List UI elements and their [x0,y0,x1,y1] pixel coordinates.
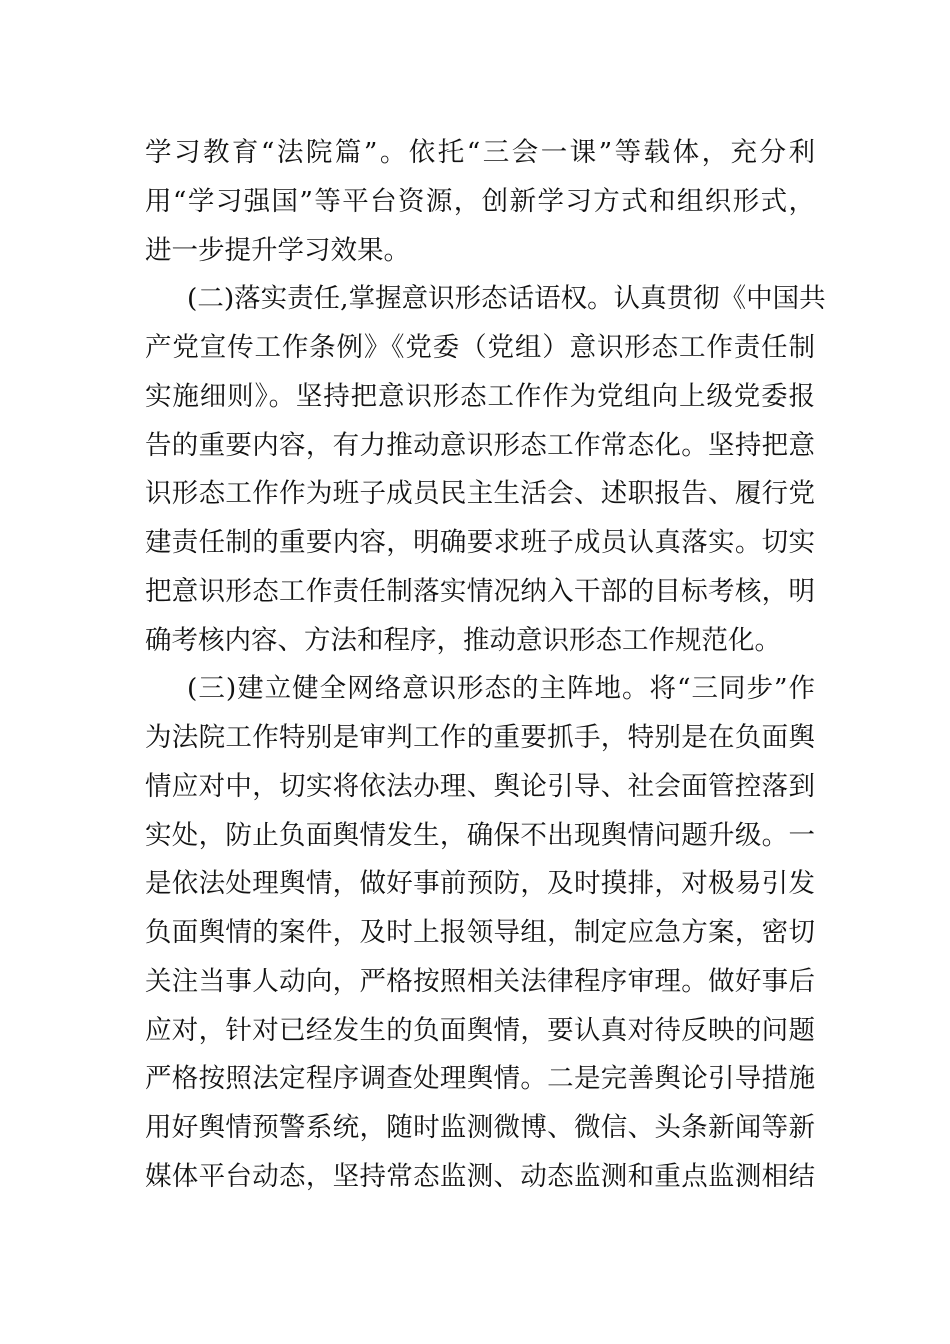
paragraph-3-line-9: 严格按照法定程序调查处理舆情。二是完善舆论引导措施 [145,1063,815,1095]
paragraph-2-line-4: 告的重要内容，有力推动意识形态工作常态化。坚持把意 [145,429,815,461]
paragraph-3-line-2: 为法院工作特别是审判工作的重要抓手，特别是在负面舆 [145,722,815,753]
paragraph-3-line-1: (三)建立健全网络意识形态的主阵地。将“三同步”作 [187,673,815,705]
paragraph-1-line-1: 学习教育“法院篇”。依托“三会一课”等载体，充分利 [145,137,815,168]
paragraph-3-line-5: 是依法处理舆情，做好事前预防，及时摸排，对极易引发 [145,868,815,900]
paragraph-1-line-2: 用“学习强国”等平台资源，创新学习方式和组织形式， [145,185,815,217]
paragraph-3-line-10: 用好舆情预警系统，随时监测微博、微信、头条新闻等新 [145,1112,815,1143]
paragraph-2-line-2: 产党宣传工作条例》《党委（党组）意识形态工作责任制 [145,332,815,363]
paragraph-3-line-3: 情应对中，切实将依法办理、舆论引导、社会面管控落到 [145,770,815,802]
paragraph-1-line-3: 进一步提升学习效果。 [145,234,410,266]
paragraph-2-line-3: 实施细则》。坚持把意识形态工作作为党组向上级党委报 [145,380,815,412]
document-body [145,129,826,1202]
paragraph-3-line-7: 关注当事人动向，严格按照相关法律程序审理。做好事后 [145,965,815,997]
paragraph-2-line-6: 建责任制的重要内容，明确要求班子成员认真落实。切实 [145,527,815,558]
paragraph-2-line-7: 把意识形态工作责任制落实情况纳入干部的目标考核，明 [145,575,815,607]
paragraph-3-line-6: 负面舆情的案件，及时上报领导组，制定应急方案，密切 [145,917,815,948]
paragraph-3-line-8: 应对，针对已经发生的负面舆情，要认真对待反映的问题 [145,1014,815,1046]
paragraph-2-line-5: 识形态工作作为班子成员民主生活会、述职报告、履行党 [145,478,815,510]
paragraph-3-line-11: 媒体平台动态，坚持常态监测、动态监测和重点监测相结 [145,1160,815,1192]
paragraph-3-line-4: 实处，防止负面舆情发生，确保不出现舆情问题升级。一 [145,819,815,851]
paragraph-2-line-1: (二)落实责任,掌握意识形态话语权。认真贯彻《中国共 [187,283,826,315]
paragraph-2-line-8: 确考核内容、方法和程序，推动意识形态工作规范化。 [145,624,781,656]
